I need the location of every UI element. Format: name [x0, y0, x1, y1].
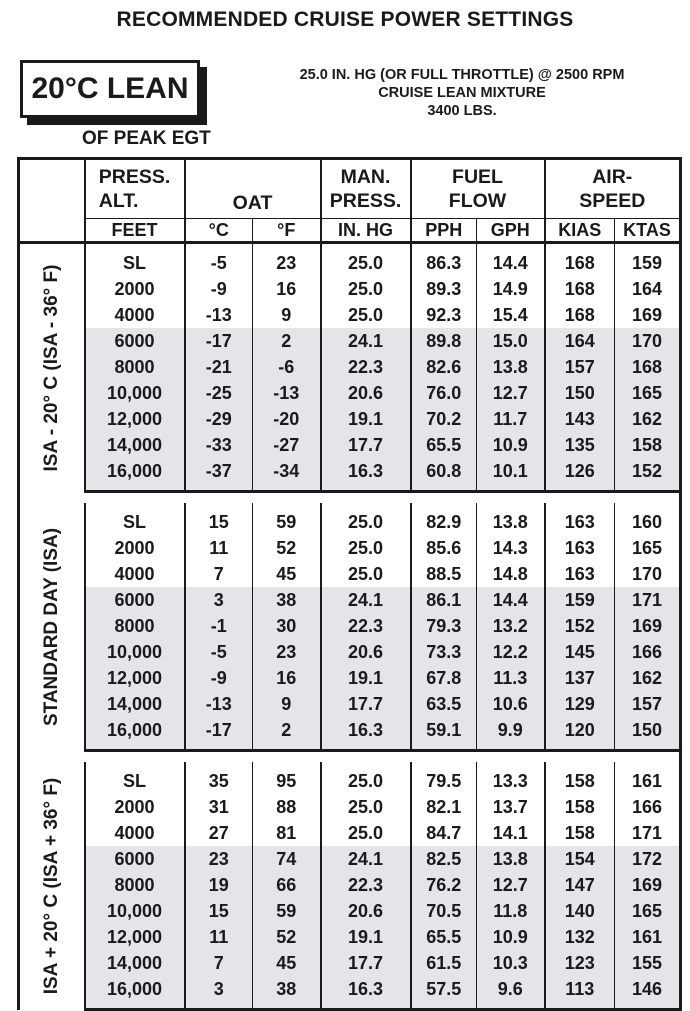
pressure-altitude-cell: 6000 [85, 846, 185, 872]
col-group-man-press [321, 159, 411, 219]
table-row [19, 846, 681, 872]
oat-celsius-cell: -33 [185, 432, 253, 458]
ktas-cell: 169 [615, 302, 681, 328]
oat-fahrenheit-cell: 52 [253, 535, 321, 561]
fuel-flow-gph-cell: 10.9 [477, 432, 545, 458]
pressure-altitude-cell: 10,000 [85, 898, 185, 924]
section-gap [19, 751, 681, 763]
fuel-flow-pph-cell: 73.3 [411, 639, 477, 665]
fuel-flow-gph-cell: 14.9 [477, 276, 545, 302]
pressure-altitude-cell: 2000 [85, 276, 185, 302]
section-gap-cell [19, 751, 681, 763]
section-header-blank [19, 159, 85, 243]
oat-fahrenheit-cell: 16 [253, 276, 321, 302]
oat-celsius-cell: 27 [185, 820, 253, 846]
oat-fahrenheit-cell: 30 [253, 613, 321, 639]
ktas-cell: 165 [615, 535, 681, 561]
pressure-altitude-cell: 4000 [85, 561, 185, 587]
fuel-flow-pph-cell: 82.1 [411, 794, 477, 820]
table-row [19, 561, 681, 587]
table-row [19, 587, 681, 613]
kias-cell: 123 [545, 950, 615, 976]
table-row [19, 872, 681, 898]
table-row [19, 458, 681, 492]
ktas-cell: 172 [615, 846, 681, 872]
pressure-altitude-cell: 2000 [85, 794, 185, 820]
pressure-altitude-cell: 10,000 [85, 380, 185, 406]
table-row [19, 639, 681, 665]
oat-celsius-cell: 19 [185, 872, 253, 898]
oat-celsius-cell: -37 [185, 458, 253, 492]
pressure-altitude-cell: 4000 [85, 820, 185, 846]
header-air-speed: AIR- SPEED [579, 166, 646, 212]
unit-ktas: KTAS [615, 219, 681, 243]
manifold-pressure-cell: 20.6 [321, 639, 411, 665]
oat-fahrenheit-cell: 59 [253, 503, 321, 535]
lean-label: 20°C LEAN [31, 72, 189, 105]
oat-celsius-cell: -5 [185, 639, 253, 665]
fuel-flow-pph-cell: 89.3 [411, 276, 477, 302]
oat-celsius-cell: 31 [185, 794, 253, 820]
oat-celsius-cell: -21 [185, 354, 253, 380]
fuel-flow-pph-cell: 70.5 [411, 898, 477, 924]
ktas-cell: 161 [615, 762, 681, 794]
page-title: RECOMMENDED CRUISE POWER SETTINGS [116, 8, 574, 31]
fuel-flow-gph-cell: 14.1 [477, 820, 545, 846]
oat-fahrenheit-cell: -27 [253, 432, 321, 458]
ktas-cell: 157 [615, 691, 681, 717]
kias-cell: 164 [545, 328, 615, 354]
section-label-cell [19, 243, 85, 492]
header-press-alt: PRESS. ALT. [98, 166, 171, 212]
table-row [19, 898, 681, 924]
oat-fahrenheit-cell: 45 [253, 561, 321, 587]
unit-gph: GPH [477, 219, 545, 243]
unit-deg-c: °C [185, 219, 253, 243]
manifold-pressure-cell: 19.1 [321, 406, 411, 432]
ktas-cell: 169 [615, 613, 681, 639]
fuel-flow-pph-cell: 59.1 [411, 717, 477, 751]
unit-feet: FEET [85, 219, 185, 243]
oat-fahrenheit-cell: 2 [253, 717, 321, 751]
fuel-flow-pph-cell: 61.5 [411, 950, 477, 976]
fuel-flow-gph-cell: 9.9 [477, 717, 545, 751]
kias-cell: 147 [545, 872, 615, 898]
oat-celsius-cell: -13 [185, 691, 253, 717]
pressure-altitude-cell: 16,000 [85, 717, 185, 751]
fuel-flow-pph-cell: 67.8 [411, 665, 477, 691]
ktas-cell: 155 [615, 950, 681, 976]
fuel-flow-pph-cell: 86.1 [411, 587, 477, 613]
pressure-altitude-cell: 10,000 [85, 639, 185, 665]
ktas-cell: 171 [615, 820, 681, 846]
kias-cell: 129 [545, 691, 615, 717]
table-row [19, 432, 681, 458]
oat-fahrenheit-cell: 95 [253, 762, 321, 794]
oat-fahrenheit-cell: 74 [253, 846, 321, 872]
lean-label-box [20, 60, 200, 118]
oat-fahrenheit-cell: 81 [253, 820, 321, 846]
table-row [19, 613, 681, 639]
oat-fahrenheit-cell: -6 [253, 354, 321, 380]
pressure-altitude-cell: SL [85, 243, 185, 277]
kias-cell: 150 [545, 380, 615, 406]
fuel-flow-pph-cell: 65.5 [411, 432, 477, 458]
table-row [19, 535, 681, 561]
fuel-flow-gph-cell: 14.8 [477, 561, 545, 587]
kias-cell: 168 [545, 243, 615, 277]
pressure-altitude-cell: 6000 [85, 328, 185, 354]
kias-cell: 140 [545, 898, 615, 924]
pressure-altitude-cell: 14,000 [85, 691, 185, 717]
kias-cell: 159 [545, 587, 615, 613]
fuel-flow-gph-cell: 9.6 [477, 976, 545, 1010]
pressure-altitude-cell: 8000 [85, 613, 185, 639]
fuel-flow-pph-cell: 79.5 [411, 762, 477, 794]
kias-cell: 135 [545, 432, 615, 458]
table-row [19, 302, 681, 328]
manifold-pressure-cell: 24.1 [321, 846, 411, 872]
fuel-flow-gph-cell: 12.7 [477, 872, 545, 898]
condition-line: 3400 LBS. [427, 103, 497, 119]
oat-celsius-cell: 35 [185, 762, 253, 794]
oat-celsius-cell: -29 [185, 406, 253, 432]
oat-celsius-cell: -25 [185, 380, 253, 406]
fuel-flow-gph-cell: 11.7 [477, 406, 545, 432]
manifold-pressure-cell: 19.1 [321, 665, 411, 691]
pressure-altitude-cell: 8000 [85, 872, 185, 898]
table-row [19, 503, 681, 535]
ktas-cell: 161 [615, 924, 681, 950]
section-label-cell [19, 503, 85, 751]
ktas-cell: 166 [615, 639, 681, 665]
table-row [19, 354, 681, 380]
oat-celsius-cell: 23 [185, 846, 253, 872]
manifold-pressure-cell: 22.3 [321, 354, 411, 380]
fuel-flow-gph-cell: 12.2 [477, 639, 545, 665]
pressure-altitude-cell: 16,000 [85, 976, 185, 1010]
table-row [19, 276, 681, 302]
fuel-flow-gph-cell: 12.7 [477, 380, 545, 406]
kias-cell: 158 [545, 820, 615, 846]
fuel-flow-gph-cell: 11.8 [477, 898, 545, 924]
unit-in-hg: IN. HG [321, 219, 411, 243]
manifold-pressure-cell: 25.0 [321, 503, 411, 535]
col-group-oat [185, 159, 321, 219]
kias-cell: 158 [545, 794, 615, 820]
fuel-flow-pph-cell: 82.5 [411, 846, 477, 872]
fuel-flow-pph-cell: 88.5 [411, 561, 477, 587]
kias-cell: 113 [545, 976, 615, 1010]
section-label-cell [19, 762, 85, 1010]
fuel-flow-pph-cell: 86.3 [411, 243, 477, 277]
fuel-flow-gph-cell: 14.3 [477, 535, 545, 561]
ktas-cell: 164 [615, 276, 681, 302]
manifold-pressure-cell: 19.1 [321, 924, 411, 950]
kias-cell: 163 [545, 561, 615, 587]
manifold-pressure-cell: 25.0 [321, 535, 411, 561]
kias-cell: 158 [545, 762, 615, 794]
oat-fahrenheit-cell: -20 [253, 406, 321, 432]
fuel-flow-pph-cell: 57.5 [411, 976, 477, 1010]
manifold-pressure-cell: 25.0 [321, 762, 411, 794]
ktas-cell: 169 [615, 872, 681, 898]
table-row [19, 794, 681, 820]
section-label: ISA - 20° C (ISA - 36° F) [40, 264, 62, 472]
table-row [19, 924, 681, 950]
oat-fahrenheit-cell: 88 [253, 794, 321, 820]
kias-cell: 137 [545, 665, 615, 691]
fuel-flow-gph-cell: 13.3 [477, 762, 545, 794]
oat-celsius-cell: 15 [185, 898, 253, 924]
oat-celsius-cell: 11 [185, 924, 253, 950]
oat-fahrenheit-cell: 66 [253, 872, 321, 898]
condition-line: CRUISE LEAN MIXTURE [378, 85, 546, 101]
oat-celsius-cell: -5 [185, 243, 253, 277]
pressure-altitude-cell: 4000 [85, 302, 185, 328]
ktas-cell: 166 [615, 794, 681, 820]
pressure-altitude-cell: SL [85, 762, 185, 794]
manifold-pressure-cell: 17.7 [321, 432, 411, 458]
oat-celsius-cell: 7 [185, 561, 253, 587]
kias-cell: 168 [545, 302, 615, 328]
ktas-cell: 159 [615, 243, 681, 277]
fuel-flow-gph-cell: 14.4 [477, 243, 545, 277]
kias-cell: 132 [545, 924, 615, 950]
fuel-flow-gph-cell: 15.4 [477, 302, 545, 328]
table-row [19, 691, 681, 717]
manifold-pressure-cell: 25.0 [321, 561, 411, 587]
kias-cell: 143 [545, 406, 615, 432]
condition-line: 25.0 IN. HG (OR FULL THROTTLE) @ 2500 RPM [299, 67, 625, 83]
ktas-cell: 170 [615, 561, 681, 587]
kias-cell: 152 [545, 613, 615, 639]
pressure-altitude-cell: 8000 [85, 354, 185, 380]
fuel-flow-pph-cell: 79.3 [411, 613, 477, 639]
fuel-flow-pph-cell: 60.8 [411, 458, 477, 492]
section-label: STANDARD DAY (ISA) [40, 527, 62, 726]
oat-fahrenheit-cell: 2 [253, 328, 321, 354]
fuel-flow-gph-cell: 13.7 [477, 794, 545, 820]
oat-celsius-cell: -9 [185, 276, 253, 302]
table-row [19, 762, 681, 794]
pressure-altitude-cell: 12,000 [85, 406, 185, 432]
manifold-pressure-cell: 22.3 [321, 613, 411, 639]
oat-fahrenheit-cell: -13 [253, 380, 321, 406]
kias-cell: 126 [545, 458, 615, 492]
pressure-altitude-cell: 6000 [85, 587, 185, 613]
table-row [19, 820, 681, 846]
kias-cell: 157 [545, 354, 615, 380]
manifold-pressure-cell: 25.0 [321, 302, 411, 328]
unit-pph: PPH [411, 219, 477, 243]
manifold-pressure-cell: 16.3 [321, 717, 411, 751]
fuel-flow-pph-cell: 89.8 [411, 328, 477, 354]
ktas-cell: 146 [615, 976, 681, 1010]
table-row [19, 243, 681, 277]
oat-celsius-cell: -13 [185, 302, 253, 328]
ktas-cell: 171 [615, 587, 681, 613]
manifold-pressure-cell: 17.7 [321, 950, 411, 976]
ktas-cell: 170 [615, 328, 681, 354]
fuel-flow-gph-cell: 11.3 [477, 665, 545, 691]
col-group-air-speed [545, 159, 681, 219]
fuel-flow-gph-cell: 10.9 [477, 924, 545, 950]
fuel-flow-pph-cell: 85.6 [411, 535, 477, 561]
header-man-press: MAN. PRESS. [329, 166, 402, 212]
table-row [19, 717, 681, 751]
unit-deg-f: °F [253, 219, 321, 243]
manifold-pressure-cell: 25.0 [321, 243, 411, 277]
manifold-pressure-cell: 22.3 [321, 872, 411, 898]
table-row [19, 950, 681, 976]
oat-fahrenheit-cell: 38 [253, 976, 321, 1010]
oat-fahrenheit-cell: 23 [253, 639, 321, 665]
kias-cell: 145 [545, 639, 615, 665]
table-row [19, 380, 681, 406]
oat-celsius-cell: 3 [185, 587, 253, 613]
col-group-fuel-flow [411, 159, 545, 219]
peak-egt-label: OF PEAK EGT [82, 128, 211, 149]
fuel-flow-pph-cell: 76.2 [411, 872, 477, 898]
fuel-flow-gph-cell: 10.6 [477, 691, 545, 717]
oat-celsius-cell: 7 [185, 950, 253, 976]
pressure-altitude-cell: 12,000 [85, 665, 185, 691]
oat-fahrenheit-cell: 23 [253, 243, 321, 277]
ktas-cell: 165 [615, 380, 681, 406]
manifold-pressure-cell: 25.0 [321, 794, 411, 820]
table-row [19, 406, 681, 432]
fuel-flow-gph-cell: 10.3 [477, 950, 545, 976]
fuel-flow-pph-cell: 82.9 [411, 503, 477, 535]
section-gap [19, 492, 681, 504]
header-fuel-flow: FUEL FLOW [448, 166, 507, 212]
manifold-pressure-cell: 24.1 [321, 328, 411, 354]
section-gap-cell [19, 492, 681, 504]
fuel-flow-gph-cell: 14.4 [477, 587, 545, 613]
oat-celsius-cell: -1 [185, 613, 253, 639]
pressure-altitude-cell: 2000 [85, 535, 185, 561]
pressure-altitude-cell: SL [85, 503, 185, 535]
kias-cell: 154 [545, 846, 615, 872]
pressure-altitude-cell: 16,000 [85, 458, 185, 492]
table-row [19, 976, 681, 1010]
manifold-pressure-cell: 16.3 [321, 976, 411, 1010]
kias-cell: 163 [545, 535, 615, 561]
fuel-flow-pph-cell: 92.3 [411, 302, 477, 328]
table-body [19, 243, 681, 1010]
ktas-cell: 168 [615, 354, 681, 380]
fuel-flow-gph-cell: 13.8 [477, 354, 545, 380]
fuel-flow-pph-cell: 70.2 [411, 406, 477, 432]
oat-celsius-cell: 3 [185, 976, 253, 1010]
oat-fahrenheit-cell: -34 [253, 458, 321, 492]
manifold-pressure-cell: 25.0 [321, 276, 411, 302]
ktas-cell: 165 [615, 898, 681, 924]
oat-celsius-cell: 15 [185, 503, 253, 535]
fuel-flow-pph-cell: 76.0 [411, 380, 477, 406]
col-group-press-alt [85, 159, 185, 219]
fuel-flow-pph-cell: 82.6 [411, 354, 477, 380]
kias-cell: 163 [545, 503, 615, 535]
fuel-flow-gph-cell: 10.1 [477, 458, 545, 492]
section-label: ISA + 20° C (ISA + 36° F) [40, 777, 62, 995]
manifold-pressure-cell: 16.3 [321, 458, 411, 492]
conditions-block [262, 66, 662, 120]
ktas-cell: 162 [615, 406, 681, 432]
fuel-flow-pph-cell: 63.5 [411, 691, 477, 717]
fuel-flow-pph-cell: 65.5 [411, 924, 477, 950]
ktas-cell: 162 [615, 665, 681, 691]
manifold-pressure-cell: 17.7 [321, 691, 411, 717]
fuel-flow-gph-cell: 13.8 [477, 846, 545, 872]
pressure-altitude-cell: 14,000 [85, 950, 185, 976]
cruise-performance-table [17, 157, 682, 1011]
oat-fahrenheit-cell: 16 [253, 665, 321, 691]
manifold-pressure-cell: 20.6 [321, 898, 411, 924]
pressure-altitude-cell: 14,000 [85, 432, 185, 458]
table-row [19, 328, 681, 354]
ktas-cell: 158 [615, 432, 681, 458]
pressure-altitude-cell: 12,000 [85, 924, 185, 950]
fuel-flow-pph-cell: 84.7 [411, 820, 477, 846]
manifold-pressure-cell: 20.6 [321, 380, 411, 406]
kias-cell: 120 [545, 717, 615, 751]
unit-kias: KIAS [545, 219, 615, 243]
oat-celsius-cell: 11 [185, 535, 253, 561]
oat-celsius-cell: -17 [185, 717, 253, 751]
fuel-flow-gph-cell: 13.2 [477, 613, 545, 639]
oat-fahrenheit-cell: 59 [253, 898, 321, 924]
oat-fahrenheit-cell: 52 [253, 924, 321, 950]
header-oat: OAT [232, 192, 273, 214]
table-row [19, 665, 681, 691]
fuel-flow-gph-cell: 13.8 [477, 503, 545, 535]
oat-celsius-cell: -17 [185, 328, 253, 354]
manifold-pressure-cell: 24.1 [321, 587, 411, 613]
oat-fahrenheit-cell: 9 [253, 691, 321, 717]
ktas-cell: 150 [615, 717, 681, 751]
ktas-cell: 160 [615, 503, 681, 535]
oat-fahrenheit-cell: 38 [253, 587, 321, 613]
oat-fahrenheit-cell: 9 [253, 302, 321, 328]
oat-fahrenheit-cell: 45 [253, 950, 321, 976]
oat-celsius-cell: -9 [185, 665, 253, 691]
ktas-cell: 152 [615, 458, 681, 492]
manifold-pressure-cell: 25.0 [321, 820, 411, 846]
kias-cell: 168 [545, 276, 615, 302]
fuel-flow-gph-cell: 15.0 [477, 328, 545, 354]
